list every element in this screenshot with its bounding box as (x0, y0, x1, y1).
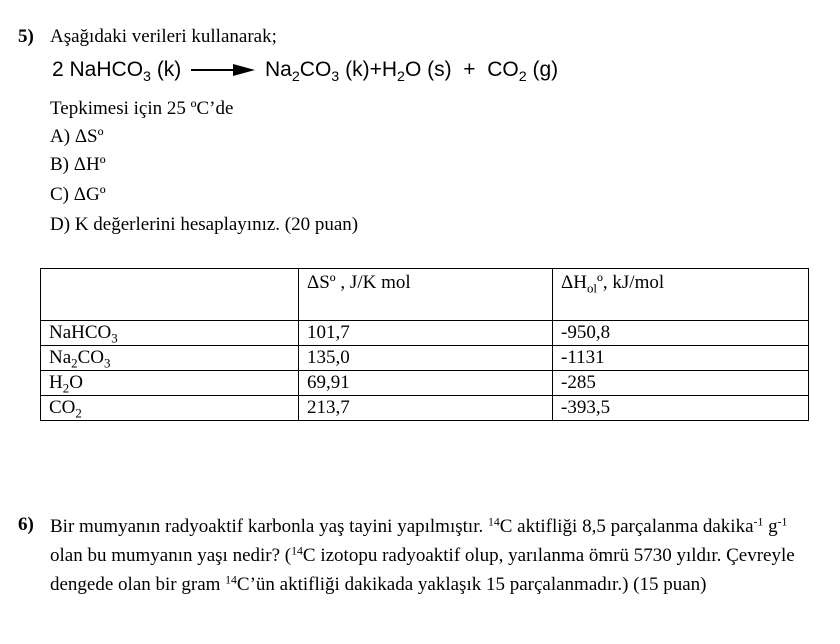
question-5-number: 5) (18, 26, 34, 47)
plus-sign: + (369, 58, 382, 81)
plus-sign: + (463, 58, 476, 81)
enthalpy-cell: -1131 (553, 346, 809, 371)
product-na2co3: $Na_2CO_3$ (265, 58, 340, 85)
table-row (41, 371, 809, 396)
reactant-state: (k) (156, 58, 182, 81)
product-h2o: $H_2O$ (s) (381, 58, 452, 85)
table-row (41, 396, 809, 421)
item-d (50, 214, 358, 236)
reactant-formula: 2 NaHCO$_3$ (52, 58, 151, 85)
enthalpy-cell: -285 (553, 371, 809, 396)
enthalpy-cell: -950,8 (553, 321, 809, 346)
entropy-cell: 101,7 (299, 321, 553, 346)
table-header-enthalpy: $\Delta H_{ol}º$, kJ/mol (553, 269, 809, 321)
question-6-number: 6) (18, 514, 34, 535)
compound-cell: NaHCO$_3$ (41, 321, 299, 346)
item-text: ΔSº (74, 126, 104, 147)
question-5-intro: Aşağıdaki verileri kullanarak; (50, 26, 277, 47)
item-text: K değerlerini hesaplayınız. (20 puan) (74, 214, 359, 235)
table-header-row (41, 269, 809, 321)
product-na2co3-state: (k) (345, 58, 370, 81)
compound-cell: $Na_2CO_3$ (41, 346, 299, 371)
enthalpy-cell: -393,5 (553, 396, 809, 421)
reaction-equation (52, 58, 559, 85)
item-text: ΔHº (73, 154, 106, 175)
entropy-cell: 135,0 (299, 346, 553, 371)
table-row (41, 346, 809, 371)
table-row (41, 321, 809, 346)
compound-cell: $CO_2$ (41, 396, 299, 421)
item-label: B) (50, 154, 69, 175)
condition-text: Tepkimesi için 25 ºC’de (50, 98, 234, 119)
item-text: ΔGº (73, 184, 106, 205)
question-6-text: Bir mumyanın radyoaktif karbonla yaş tayini yapılmıştır. $^{14}$C aktifliği 8,5 parçalanma dakika$^{-1}$ $g^{-1}$ olan bu mumyanın yaşı nedir? ($^{14}$C izotopu radyoaktif olup, yarılanma ömrü 5730 yıldır. Çevreyle dengede olan bir gram $^{14}$C’ün aktifliği dakikada yaklaşık 15 parçalanmadır.) (15 puan) (50, 515, 795, 595)
item-label: A) (50, 126, 71, 147)
table-header-entropy: ΔSº , J/K mol (299, 269, 553, 321)
product-co2: $CO_2$ (487, 58, 527, 85)
compound-cell: $H_2O$ (41, 371, 299, 396)
reaction-arrow-icon (191, 63, 255, 77)
item-label: C) (50, 184, 69, 205)
item-a (50, 126, 104, 148)
item-c (50, 184, 106, 206)
item-b (50, 154, 106, 176)
product-co2-state: (g) (532, 58, 559, 81)
entropy-cell: 69,91 (299, 371, 553, 396)
table-header-empty (41, 269, 299, 321)
entropy-cell: 213,7 (299, 396, 553, 421)
item-label: D) (50, 214, 71, 235)
thermo-data-table (40, 268, 809, 421)
